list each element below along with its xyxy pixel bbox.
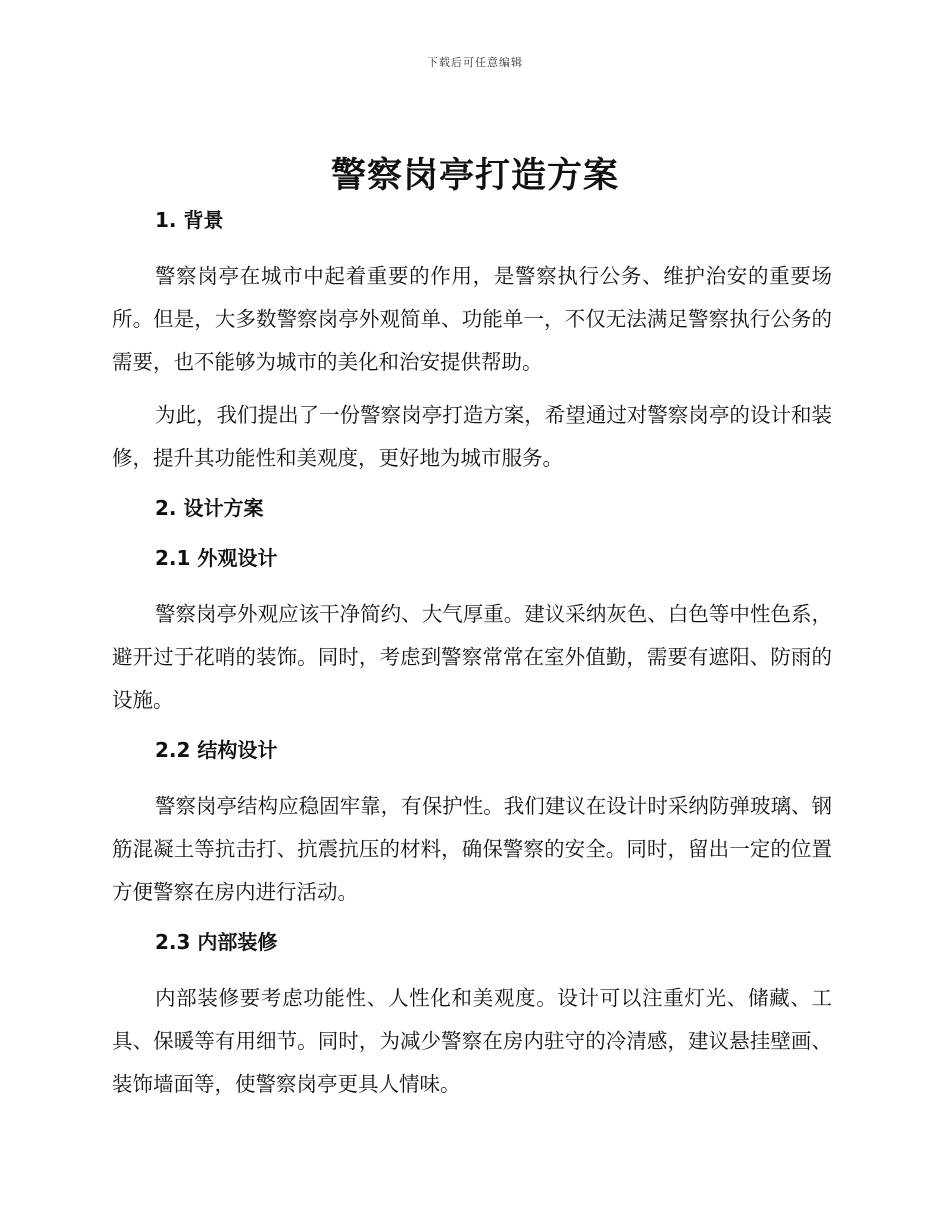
- section-heading-structure-design: 2.2 结构设计: [155, 738, 278, 762]
- section-heading-background: 1. 背景: [155, 208, 224, 232]
- document-body: [112, 205, 832, 1106]
- section-heading-interior-decoration: 2.3 内部装修: [155, 930, 278, 954]
- paragraph: 为此，我们提出了一份警察岗亭打造方案，希望通过对警察岗亭的设计和装修，提升其功能性和美观度，更好地为城市服务。: [112, 403, 832, 470]
- paragraph: 警察岗亭在城市中起着重要的作用，是警察执行公务、维护治安的重要场所。但是，大多数警察岗亭外观简单、功能单一，不仅无法满足警察执行公务的需要，也不能够为城市的美化和治安提供帮助。: [112, 264, 832, 374]
- document-title: 警察岗亭打造方案: [330, 156, 619, 196]
- paragraph: 警察岗亭结构应稳固牢靠，有保护性。我们建议在设计时采纳防弹玻璃、钢筋混凝土等抗击打、抗震抗压的材料，确保警察的安全。同时，留出一定的位置方便警察在房内进行活动。: [112, 794, 832, 904]
- header-note: 下载后可任意编辑: [427, 56, 523, 69]
- section-heading-exterior-design: 2.1 外观设计: [155, 546, 278, 570]
- paragraph: 警察岗亭外观应该干净简约、大气厚重。建议采纳灰色、白色等中性色系，避开过于花哨的装饰。同时，考虑到警察常常在室外值勤，需要有遮阳、防雨的设施。: [112, 602, 832, 712]
- section-heading-design-plan: 2. 设计方案: [155, 496, 264, 520]
- paragraph: 内部装修要考虑功能性、人性化和美观度。设计可以注重灯光、储藏、工具、保暖等有用细节。同时，为减少警察在房内驻守的冷清感，建议悬挂壁画、装饰墙面等，使警察岗亭更具人情味。: [112, 986, 832, 1096]
